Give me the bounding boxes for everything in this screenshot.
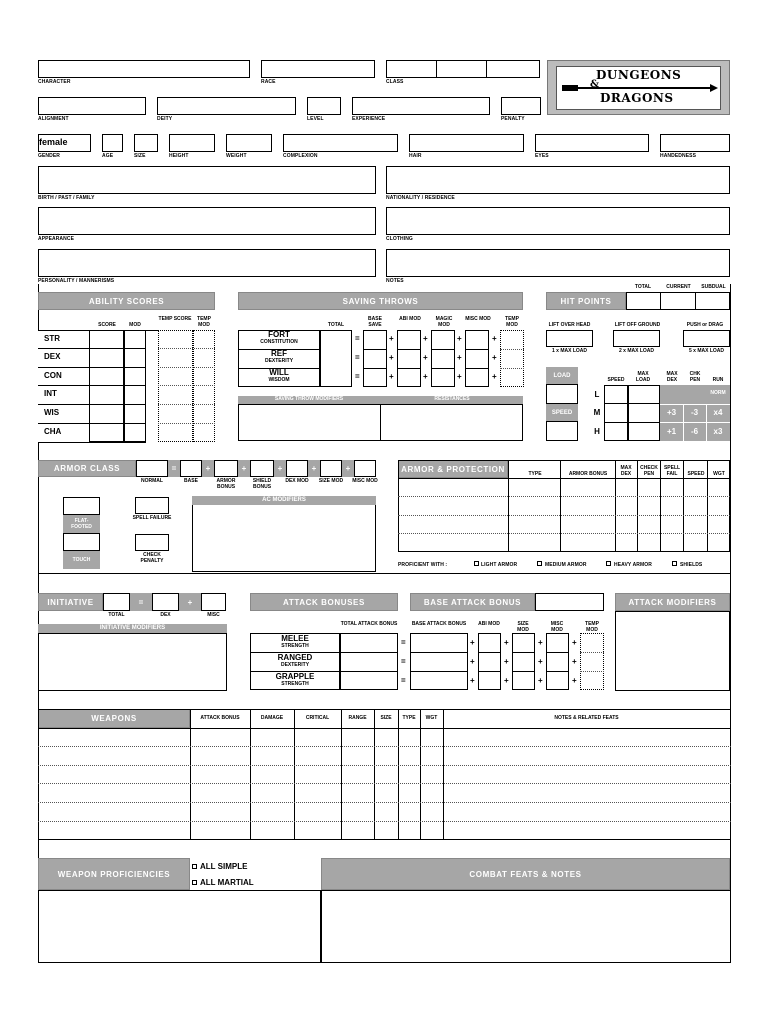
level-label: LEVEL [307, 116, 324, 122]
flat-footed-label: FLAT-FOOTED [63, 515, 100, 533]
combat-feats-header: COMBAT FEATS & NOTES [321, 858, 730, 890]
saves-total-column[interactable] [320, 330, 352, 387]
handedness-label: HANDEDNESS [660, 153, 697, 159]
atk-col-abi: ABI MOD [478, 621, 500, 627]
col-base-save: BASE SAVE [368, 316, 382, 328]
notes-label: NOTES [386, 278, 404, 284]
logo-line2: DRAGONS [600, 91, 674, 105]
m-max-dex: +3 [666, 408, 677, 417]
initiative-modifiers-header: INITIATIVE MODIFIERS [38, 624, 227, 633]
hair-field[interactable] [409, 134, 524, 152]
plus: + [470, 657, 475, 666]
spell-failure-label: SPELL FAILURE [132, 515, 172, 521]
age-field[interactable] [102, 134, 123, 152]
weapon-col-damage: DAMAGE [260, 715, 284, 721]
weapon-proficiencies-field[interactable] [38, 890, 321, 962]
initiative-modifiers-field[interactable] [38, 633, 227, 691]
plus: + [492, 353, 497, 362]
weapon-col-range: RANGE [348, 715, 367, 721]
hp-subdual-field[interactable] [696, 292, 730, 310]
ac-base-label: BASE [184, 478, 198, 484]
hp-subdual-label: SUBDUAL [701, 284, 726, 290]
col-abi-mod: ABI MOD [399, 316, 421, 322]
initiative-total-field[interactable] [103, 593, 130, 611]
ac-armor-field[interactable] [214, 460, 238, 477]
weapon-col-size: SIZE [380, 715, 392, 721]
eyes-field[interactable] [535, 134, 649, 152]
combat-feats-field[interactable] [321, 890, 731, 962]
plus: + [504, 638, 509, 647]
personality-label: PERSONALITY / MANNERISMS [38, 278, 115, 284]
eyes-label: EYES [535, 153, 549, 159]
atk-eq-1: = [401, 638, 406, 647]
weapon-proficiencies-header: WEAPON PROFICIENCIES [38, 858, 190, 890]
size-label: SIZE [134, 153, 146, 159]
temp-mod-column[interactable] [500, 330, 524, 387]
ac-base-field[interactable] [180, 460, 202, 477]
col-temp-mod-save: TEMP MOD [505, 316, 519, 328]
clothing-field[interactable] [386, 207, 730, 235]
shields-label: SHIELDS [680, 562, 703, 568]
plus: + [457, 334, 462, 343]
touch-label: TOUCH [63, 551, 100, 569]
ranged-sub: DEXTERITY [280, 662, 310, 668]
class-field[interactable] [386, 60, 540, 78]
complexion-label: COMPLEXION [283, 153, 318, 159]
heavy-armor-label: HEAVY ARMOR [614, 562, 652, 568]
ability-int: INT [44, 389, 57, 398]
hit-points-header: HIT POINTS [546, 292, 626, 310]
ability-con: CON [44, 371, 62, 380]
initiative-dex-label: DEX [160, 612, 171, 618]
ranged-label: RANGED [277, 653, 313, 662]
saving-throws-header: SAVING THROWS [238, 292, 523, 310]
plus: + [423, 372, 428, 381]
check-penalty-label: CHECK PENALTY [140, 552, 164, 564]
penalty-label: PENALTY [501, 116, 525, 122]
push-label: PUSH or DRAG [686, 322, 724, 328]
plus: + [572, 638, 577, 647]
attack-total-column[interactable] [340, 633, 398, 690]
ac-plus-3: + [274, 460, 286, 477]
save-modifiers-field[interactable] [238, 404, 381, 441]
hp-total-label: TOTAL [634, 284, 652, 290]
col-max-dex: MAX DEX [666, 371, 678, 383]
initiative-misc-label: MISC [207, 612, 220, 618]
light-armor-checkbox[interactable] [474, 561, 479, 566]
misc-mod-column[interactable] [465, 330, 489, 387]
plus: + [538, 638, 543, 647]
deity-field[interactable] [157, 97, 296, 115]
heavy-armor-checkbox[interactable] [606, 561, 611, 566]
initiative-dex-field[interactable] [152, 593, 179, 611]
armor-col-speed: SPEED [687, 471, 705, 477]
col-total: TOTAL [327, 322, 345, 328]
weapon-col-critical: CRITICAL [305, 715, 330, 721]
plus: + [470, 638, 475, 647]
ac-plus-4: + [308, 460, 320, 477]
atk-eq-3: = [401, 676, 406, 685]
atk-size-column[interactable] [512, 633, 535, 690]
initiative-plus: + [179, 593, 201, 611]
nationality-label: NATIONALITY / RESIDENCE [386, 195, 455, 201]
ac-modifiers-header: AC MODIFIERS [192, 496, 376, 505]
armor-col-wgt: WGT [713, 471, 725, 477]
alignment-label: ALIGNMENT [38, 116, 69, 122]
push-field[interactable] [683, 330, 730, 347]
atk-misc-column[interactable] [546, 633, 569, 690]
ac-size-field[interactable] [320, 460, 342, 477]
lift-off-label: LIFT OFF GROUND [614, 322, 661, 328]
col-magic-mod: MAGIC MOD [435, 316, 453, 328]
melee-sub: STRENGTH [281, 643, 309, 649]
push-note: 5 x MAX LOAD [688, 348, 724, 354]
medium-armor-label: MEDIUM ARMOR [545, 562, 587, 568]
ability-wis: WIS [44, 408, 60, 417]
appearance-field[interactable] [38, 207, 376, 235]
col-speed: SPEED [607, 377, 625, 383]
ref-sub: DEXTERITY [264, 358, 294, 364]
logo-amp: & [590, 79, 600, 90]
appearance-label: APPEARANCE [38, 236, 75, 242]
ac-misc-field[interactable] [354, 460, 376, 477]
ac-dex-label: DEX MOD [285, 478, 309, 484]
shields-checkbox[interactable] [672, 561, 677, 566]
ac-plus-2: + [238, 460, 250, 477]
plus: + [389, 372, 394, 381]
ability-temp-mod-column[interactable] [193, 330, 215, 442]
gender-label: GENDER [38, 153, 60, 159]
atk-col-total: TOTAL ATTACK BONUS [340, 621, 398, 627]
plus: + [389, 353, 394, 362]
atk-col-size: SIZE MOD [517, 621, 529, 633]
armor-col-bonus: ARMOR BONUS [568, 471, 608, 477]
atk-base-column[interactable] [410, 633, 468, 690]
ability-temp-score-column[interactable] [158, 330, 193, 442]
hp-current-field[interactable] [661, 292, 696, 310]
col-temp-mod: TEMP MOD [197, 316, 211, 328]
ability-score-column[interactable] [89, 330, 124, 442]
height-label: HEIGHT [169, 153, 189, 159]
lift-off-note: 2 x MAX LOAD [618, 348, 654, 354]
save-eq-2: = [355, 353, 360, 362]
ability-str: STR [44, 334, 60, 343]
weight-label: WEIGHT [226, 153, 247, 159]
col-misc-mod: MISC MOD [465, 316, 491, 322]
initiative-eq: = [130, 593, 152, 611]
ac-normal-label: NORMAL [141, 478, 163, 484]
plus: + [538, 676, 543, 685]
ref-label: REF [271, 349, 287, 358]
notes-field[interactable] [386, 249, 730, 277]
col-chk-pen: CHK PEN [689, 371, 701, 383]
magic-mod-column[interactable] [431, 330, 455, 387]
logo-line1: DUNGEONS [596, 68, 682, 82]
experience-field[interactable] [352, 97, 490, 115]
plus: + [572, 676, 577, 685]
plus: + [470, 676, 475, 685]
plus: + [572, 657, 577, 666]
m-chk-pen: -3 [690, 408, 699, 417]
race-label: RACE [261, 79, 276, 85]
penalty-field[interactable] [501, 97, 541, 115]
attack-modifiers-field[interactable] [615, 611, 730, 691]
save-eq-1: = [355, 334, 360, 343]
grapple-sub: STRENGTH [281, 681, 309, 687]
weapon-col-wgt: WGT [425, 715, 438, 721]
ability-mod-column[interactable] [124, 330, 146, 442]
atk-eq-2: = [401, 657, 406, 666]
col-max-load: MAX LOAD [635, 371, 651, 383]
armor-col-spell-fail: SPELL FAIL [663, 465, 681, 477]
plus: + [504, 676, 509, 685]
spell-failure-field[interactable] [135, 497, 169, 514]
ac-shield-label: SHIELD BONUS [252, 478, 272, 490]
gender-value: female [39, 137, 68, 147]
ac-shield-field[interactable] [250, 460, 274, 477]
attack-bonuses-header: ATTACK BONUSES [250, 593, 398, 611]
plus: + [492, 372, 497, 381]
abi-mod-column[interactable] [397, 330, 421, 387]
check-penalty-field[interactable] [135, 534, 169, 551]
hp-current-label: CURRENT [666, 284, 691, 290]
plus: + [389, 334, 394, 343]
armor-col-max-dex: MAX DEX [620, 465, 632, 477]
grapple-label: GRAPPLE [275, 672, 315, 681]
level-field[interactable] [307, 97, 341, 115]
plus: + [504, 657, 509, 666]
save-modifiers-label: SAVING THROW MODIFIERS [274, 396, 344, 402]
race-field[interactable] [261, 60, 375, 78]
character-label: CHARACTER [38, 79, 71, 85]
weapon-col-attack-bonus: ATTACK BONUS [200, 715, 240, 721]
flat-footed-field[interactable] [63, 497, 100, 515]
ac-modifiers-area[interactable] [192, 496, 376, 572]
size-field[interactable] [134, 134, 158, 152]
age-label: AGE [102, 153, 114, 159]
norm-label: NORM [710, 390, 726, 396]
birth-field[interactable] [38, 166, 376, 194]
will-sub: WISDOM [268, 377, 290, 383]
class-label: CLASS [386, 79, 404, 85]
m-run: x4 [713, 408, 723, 417]
all-martial-label: ALL MARTIAL [200, 878, 254, 887]
weapon-col-type: TYPE [402, 715, 416, 721]
lift-over-label: LIFT OVER HEAD [548, 322, 591, 328]
ac-dex-field[interactable] [286, 460, 308, 477]
initiative-misc-field[interactable] [201, 593, 226, 611]
save-eq-3: = [355, 372, 360, 381]
col-temp-score: TEMP SCORE [158, 316, 192, 322]
height-field[interactable] [169, 134, 215, 152]
fort-sub: CONSTITUTION [260, 339, 298, 345]
ac-misc-label: MISC MOD [352, 478, 378, 484]
proficient-label: PROFICIENT WITH : [398, 562, 448, 568]
lift-off-field[interactable] [613, 330, 660, 347]
speed-field[interactable] [546, 421, 578, 441]
dnd-logo [547, 60, 730, 115]
atk-temp-column[interactable] [580, 633, 604, 690]
clothing-label: CLOTHING [386, 236, 413, 242]
ability-dex: DEX [44, 352, 61, 361]
hair-label: HAIR [409, 153, 422, 159]
ac-plus-5: + [342, 460, 354, 477]
melee-label: MELEE [281, 634, 309, 643]
load-max-column[interactable] [628, 385, 660, 441]
atk-col-misc: MISC MOD [550, 621, 564, 633]
light-armor-label: LIGHT ARMOR [481, 562, 518, 568]
plus: + [538, 657, 543, 666]
initiative-header: INITIATIVE [38, 593, 103, 611]
ac-size-label: SIZE MOD [318, 478, 344, 484]
ability-scores-header: ABILITY SCORES [38, 292, 215, 310]
deity-label: DEITY [157, 116, 173, 122]
ac-normal-field[interactable] [136, 460, 168, 477]
ac-eq: = [168, 460, 180, 477]
fort-label: FORT [268, 330, 290, 339]
plus: + [457, 372, 462, 381]
armor-protection-header: ARMOR & PROTECTION [398, 460, 508, 478]
weapon-col-notes: NOTES & RELATED FEATS [554, 715, 619, 721]
h-max-dex: +1 [666, 427, 677, 436]
complexion-field[interactable] [283, 134, 398, 152]
load-speed-column[interactable] [604, 385, 628, 441]
base-attack-bonus-field[interactable] [535, 593, 604, 611]
resistances-field[interactable] [380, 404, 523, 441]
all-simple-checkbox[interactable] [192, 864, 197, 869]
touch-field[interactable] [63, 533, 100, 551]
all-simple-label: ALL SIMPLE [200, 862, 248, 871]
ac-plus-1: + [202, 460, 214, 477]
plus: + [423, 353, 428, 362]
plus: + [423, 334, 428, 343]
col-run: RUN [712, 377, 724, 383]
birth-label: BIRTH / PAST / FAMILY [38, 195, 95, 201]
weapons-header: WEAPONS [38, 709, 190, 728]
load-row-m: M [593, 408, 601, 417]
armor-col-type: TYPE [528, 471, 542, 477]
character-field[interactable] [38, 60, 250, 78]
atk-col-base: BASE ATTACK BONUS [411, 621, 467, 627]
armor-class-header: ARMOR CLASS [38, 460, 136, 477]
armor-col-check-pen: CHECK PEN [640, 465, 658, 477]
attack-modifiers-header: ATTACK MODIFIERS [615, 593, 730, 611]
ac-armor-label: ARMOR BONUS [216, 478, 236, 490]
plus: + [492, 334, 497, 343]
lift-over-note: 1 x MAX LOAD [551, 348, 587, 354]
weight-field[interactable] [226, 134, 272, 152]
personality-field[interactable] [38, 249, 376, 277]
medium-armor-checkbox[interactable] [537, 561, 542, 566]
h-run: x3 [713, 427, 723, 436]
load-row-l: L [594, 390, 600, 399]
nationality-field[interactable] [386, 166, 730, 194]
h-chk-pen: -6 [690, 427, 699, 436]
lift-over-field[interactable] [546, 330, 593, 347]
experience-label: EXPERIENCE [352, 116, 386, 122]
resistances-label: RESISTANCES [434, 396, 470, 402]
load-row-h: H [594, 427, 600, 436]
speed-label: SPEED [546, 404, 578, 421]
ability-cha: CHA [44, 427, 62, 436]
handedness-field[interactable] [660, 134, 730, 152]
atk-col-temp: TEMP MOD [585, 621, 599, 633]
base-attack-bonus-header: BASE ATTACK BONUS [410, 593, 535, 611]
initiative-total-label: TOTAL [108, 612, 125, 618]
atk-abi-column[interactable] [478, 633, 501, 690]
all-martial-checkbox[interactable] [192, 880, 197, 885]
col-score: SCORE [98, 322, 116, 328]
hp-total-field[interactable] [626, 292, 661, 310]
col-mod: MOD [129, 322, 141, 328]
will-label: WILL [269, 368, 289, 377]
plus: + [457, 353, 462, 362]
base-save-column[interactable] [363, 330, 387, 387]
alignment-field[interactable] [38, 97, 146, 115]
load-field[interactable] [546, 384, 578, 404]
load-label: LOAD [546, 367, 578, 384]
